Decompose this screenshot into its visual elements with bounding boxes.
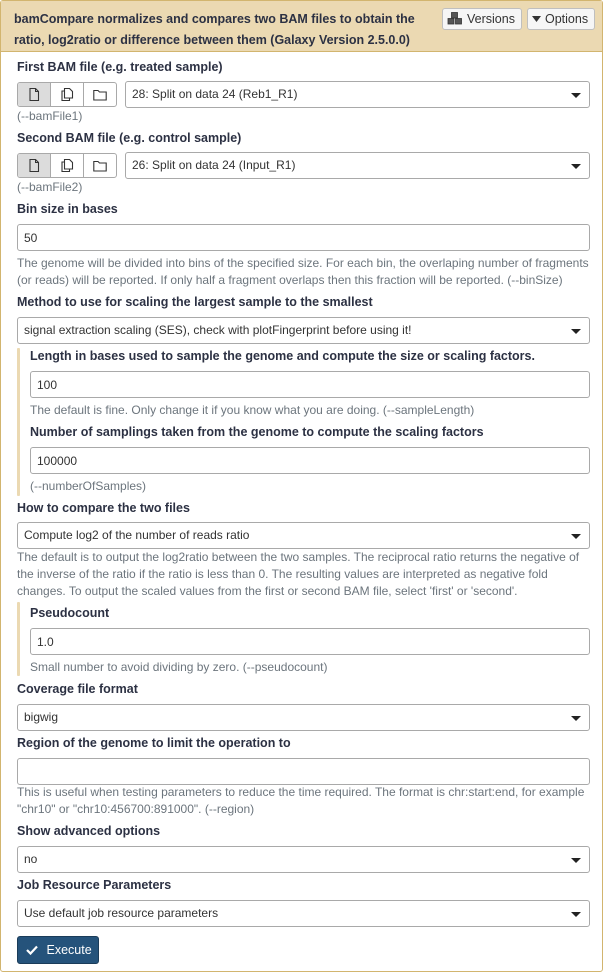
job-resource-select[interactable] xyxy=(17,900,590,927)
dropdown-caret-icon xyxy=(571,534,581,539)
files-icon xyxy=(61,88,74,101)
bamfile1-select[interactable] xyxy=(125,81,590,108)
compare-select[interactable] xyxy=(17,522,590,549)
folder-icon xyxy=(93,160,107,172)
multiple-files-button[interactable] xyxy=(51,83,84,106)
dropdown-caret-icon xyxy=(571,329,581,334)
options-button[interactable] xyxy=(527,8,595,30)
compare-help: The default is to output the log2ratio between the two samples. The reciprocal ratio returns the negative of the inverse of the ratio if the ratio is less than 0. The resulting values are interpreted as negative fold changes. To output the scaled values from the first or second BAM file, select 'first' or 'second'. xyxy=(17,550,580,598)
collection-button[interactable] xyxy=(84,83,116,106)
binsize-help: The genome will be divided into bins of the specified size. For each bin, the overlaping number of fragments (or reads) will be reported. If only half a fragment overlaps then this fraction will be reported. (--binSize) xyxy=(17,256,589,287)
advanced-value: no xyxy=(24,852,38,866)
job-resource-label: Job Resource Parameters xyxy=(17,878,172,892)
advanced-select[interactable] xyxy=(17,846,590,873)
dropdown-caret-icon xyxy=(571,716,581,721)
compare-subsection-bar xyxy=(17,602,20,676)
execute-label: Execute xyxy=(46,943,92,957)
dropdown-caret-icon xyxy=(571,164,581,169)
bamfile2-label: Second BAM file (e.g. control sample) xyxy=(17,131,242,145)
sample-length-input[interactable] xyxy=(30,371,590,398)
bamfile1-source-toggle xyxy=(17,82,117,107)
compare-value: Compute log2 of the number of reads ratio xyxy=(24,528,250,542)
scaling-label: Method to use for scaling the largest sample to the smallest xyxy=(17,295,373,309)
scaling-subsection-bar xyxy=(17,348,20,496)
execute-button[interactable] xyxy=(17,936,99,964)
bamfile1-help: (--bamFile1) xyxy=(17,109,83,123)
bamfile2-source-toggle xyxy=(17,153,117,178)
single-file-button[interactable] xyxy=(18,154,51,177)
tool-title: bamCompare normalizes and compares two BAM files to obtain the ratio, log2ratio or difference between them (Galaxy Version 2.5.0.0) xyxy=(14,12,415,47)
caret-down-icon xyxy=(532,9,541,29)
dropdown-caret-icon xyxy=(571,93,581,98)
single-file-button[interactable] xyxy=(18,83,51,106)
job-resource-value: Use default job resource parameters xyxy=(24,906,219,920)
dropdown-caret-icon xyxy=(571,912,581,917)
pseudocount-label: Pseudocount xyxy=(30,606,110,620)
bamfile1-value: 28: Split on data 24 (Reb1_R1) xyxy=(132,87,298,101)
scaling-select[interactable] xyxy=(17,317,590,344)
num-samples-input[interactable] xyxy=(30,447,590,474)
pseudocount-input[interactable] xyxy=(30,628,590,655)
file-icon xyxy=(28,159,40,172)
bamfile2-value: 26: Split on data 24 (Input_R1) xyxy=(132,158,296,172)
num-samples-label: Number of samplings taken from the genome to compute the scaling factors xyxy=(30,425,484,439)
bamfile2-help: (--bamFile2) xyxy=(17,180,83,194)
advanced-label: Show advanced options xyxy=(17,824,161,838)
multiple-files-button[interactable] xyxy=(51,154,84,177)
dropdown-caret-icon xyxy=(571,858,581,863)
binsize-label: Bin size in bases xyxy=(17,202,118,216)
compare-label: How to compare the two files xyxy=(17,501,190,515)
region-help: This is useful when testing parameters to reduce the time required. The format is chr:start:end, for example "chr10" or "chr10:456700:891000". (--region) xyxy=(17,785,585,816)
bamfile2-select[interactable] xyxy=(125,152,590,179)
region-label: Region of the genome to limit the operation to xyxy=(17,736,291,750)
num-samples-help: (--numberOfSamples) xyxy=(30,479,147,493)
versions-button[interactable] xyxy=(442,8,522,30)
region-input[interactable] xyxy=(17,758,590,785)
folder-icon xyxy=(93,89,107,101)
sample-length-help: The default is fine. Only change it if you know what you are doing. (--sampleLength) xyxy=(30,403,475,417)
pseudocount-help: Small number to avoid dividing by zero. (--pseudocount) xyxy=(30,660,328,674)
versions-label: Versions xyxy=(467,12,515,26)
scaling-value: signal extraction scaling (SES), check with plotFingerprint before using it! xyxy=(24,323,412,337)
coverage-format-value: bigwig xyxy=(24,710,59,724)
check-icon xyxy=(26,943,41,957)
file-icon xyxy=(28,88,40,101)
collection-button[interactable] xyxy=(84,154,116,177)
coverage-format-label: Coverage file format xyxy=(17,682,138,696)
cubes-icon xyxy=(447,9,463,29)
tool-header xyxy=(1,1,602,52)
coverage-format-select[interactable] xyxy=(17,704,590,731)
binsize-input[interactable] xyxy=(17,224,590,251)
bamfile1-label: First BAM file (e.g. treated sample) xyxy=(17,60,223,74)
files-icon xyxy=(61,159,74,172)
options-label: Options xyxy=(545,12,589,26)
sample-length-label: Length in bases used to sample the genome and compute the size or scaling factors. xyxy=(30,349,535,363)
